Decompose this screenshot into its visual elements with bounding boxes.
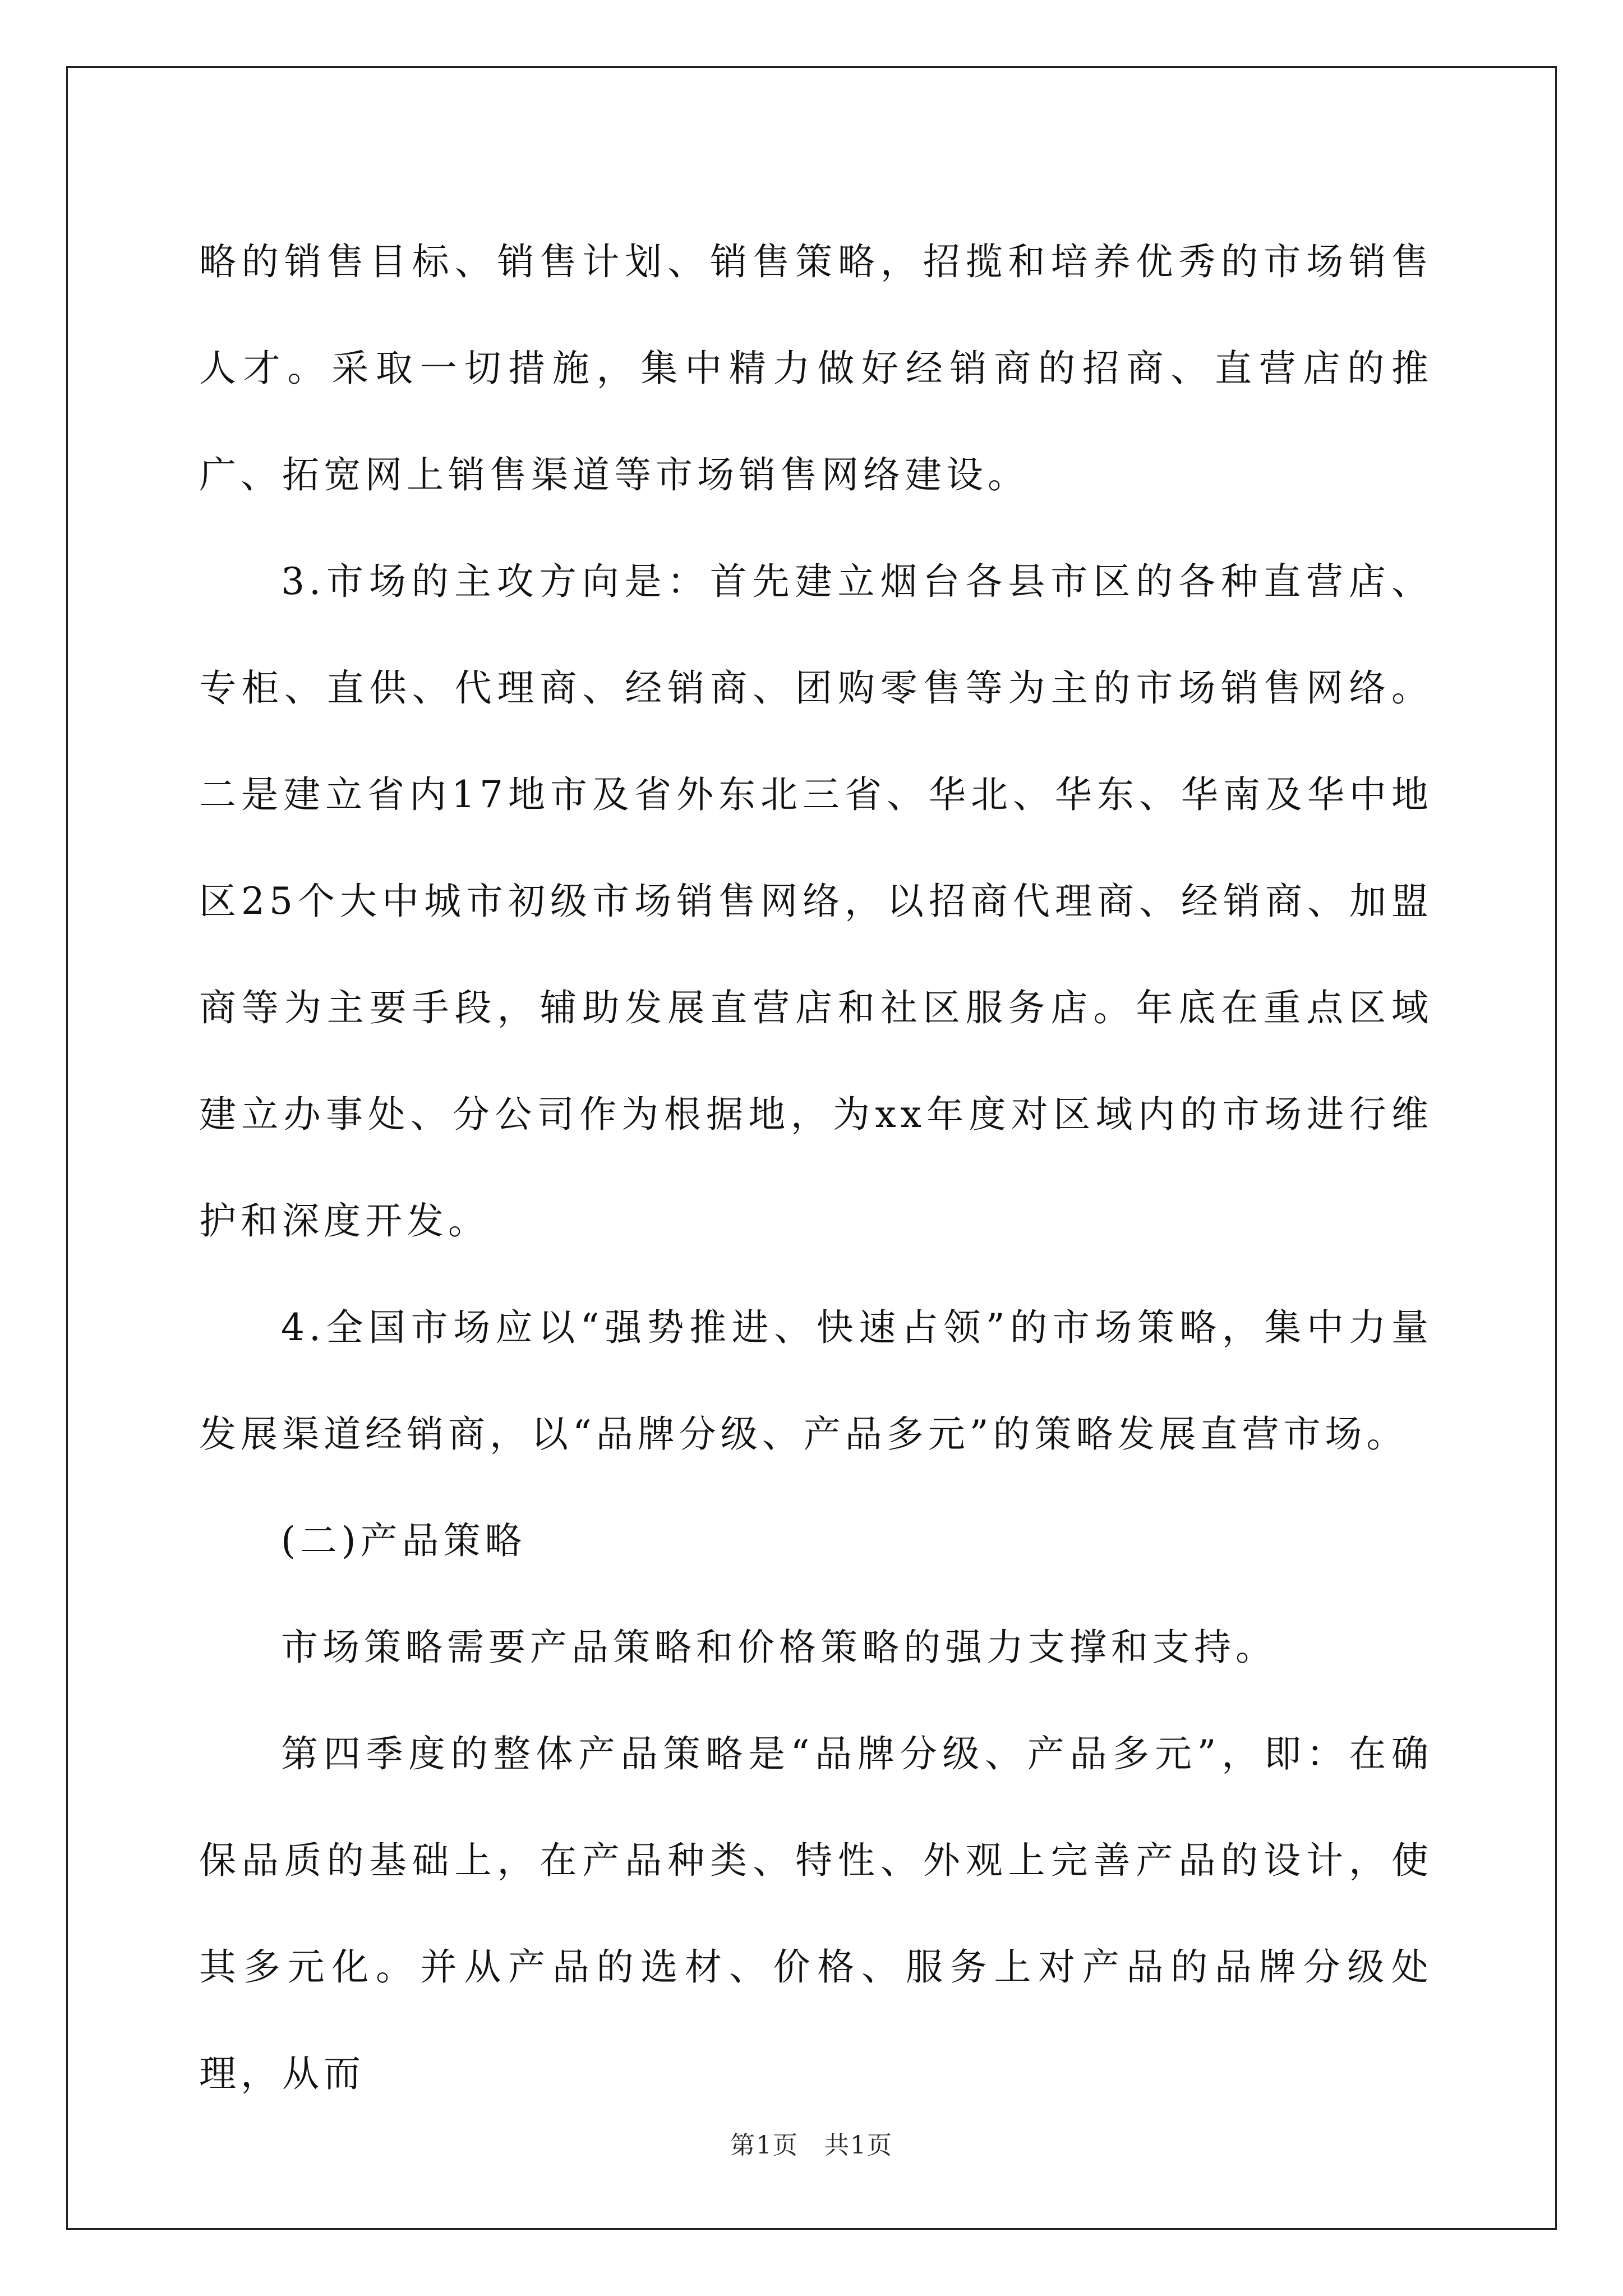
paragraph-1: 略的销售目标、销售计划、销售策略，招揽和培养优秀的市场销售人才。采取一切措施，集中精力做好经销商的招商、直营店的推广、拓宽网上销售渠道等市场销售网络建设。	[199, 240, 1433, 496]
paragraph-3: 4.全国市场应以“强势推进、快速占领”的市场策略，集中力量发展渠道经销商，以“品牌分级、产品多元”的策略发展直营市场。	[199, 1306, 1433, 1456]
section-heading-product-strategy: (二)产品策略	[281, 1519, 527, 1562]
paragraph-6: 第四季度的整体产品策略是“品牌分级、产品多元”，即：在确保品质的基础上，在产品种类、特性、外观上完善产品的设计，使其多元化。并从产品的选材、价格、服务上对产品的品牌分级处理，从而	[199, 1732, 1433, 2095]
page-number-footer: 第1页 共1页	[730, 2131, 893, 2160]
paragraph-2: 3.市场的主攻方向是：首先建立烟台各县市区的各种直营店、专柜、直供、代理商、经销商、团购零售等为主的市场销售网络。二是建立省内17地市及省外东北三省、华北、华东、华南及华中地区25个大中城市初级市场销售网络，以招商代理商、经销商、加盟商等为主要手段，辅助发展直营店和社区服务店。年底在重点区域建立办事处、分公司作为根据地，为xx年度对区域内的市场进行维护和深度开发。	[199, 560, 1433, 1243]
paragraph-5: 市场策略需要产品策略和价格策略的强力支撑和支持。	[281, 1626, 1277, 1669]
document-body	[199, 209, 1433, 2127]
